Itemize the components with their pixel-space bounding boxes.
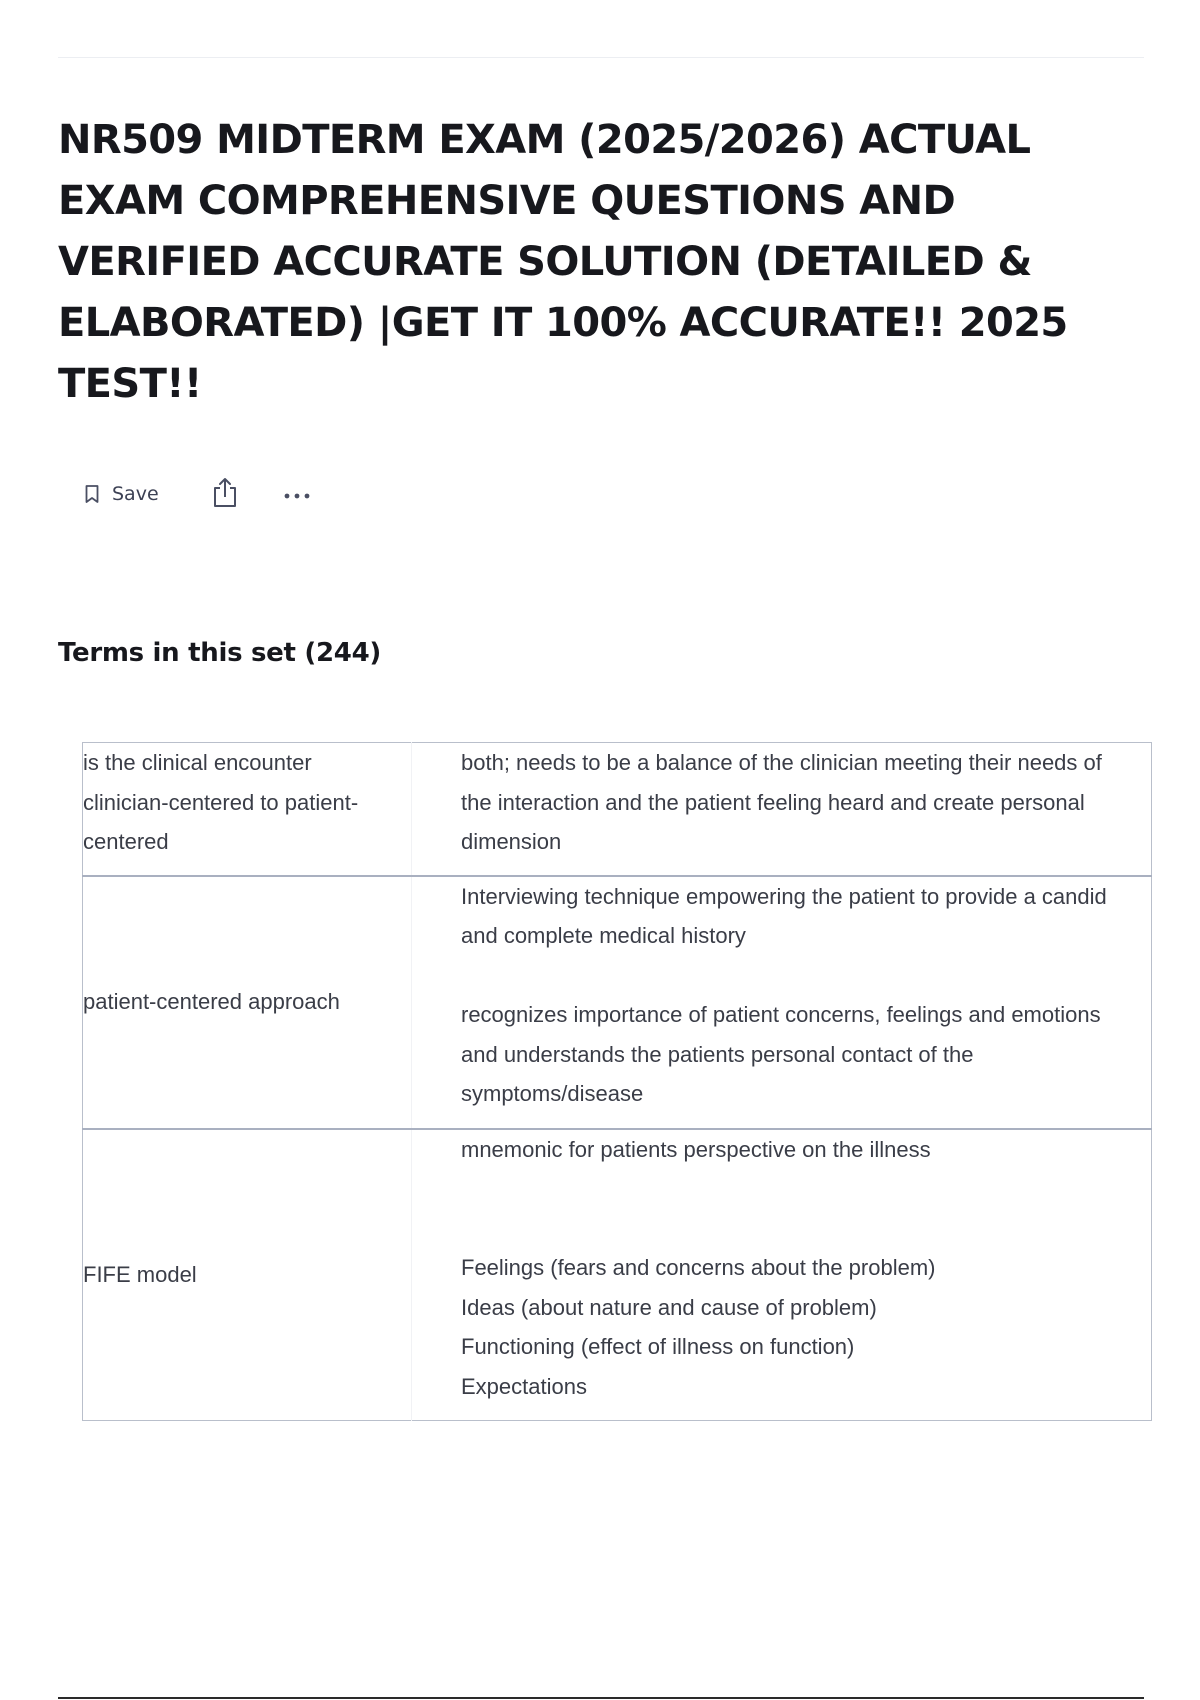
term-text: patient-centered approach (83, 989, 340, 1015)
share-button[interactable] (211, 476, 239, 512)
definition-text (461, 1209, 1131, 1249)
term-cell (83, 876, 412, 1129)
more-options-button[interactable] (283, 485, 311, 504)
share-icon (211, 476, 239, 512)
term-text: is the clinical encounter clinician-centered to patient-centered (83, 750, 359, 854)
term-cell (83, 1129, 412, 1421)
term-row (83, 1129, 1152, 1421)
save-button[interactable] (84, 483, 159, 505)
definition-text: Ideas (about nature and cause of problem) (461, 1294, 877, 1320)
term-row (83, 743, 1152, 876)
definition-text: mnemonic for patients perspective on the illness (461, 1136, 931, 1162)
page-title: NR509 MIDTERM EXAM (2025/2026) ACTUAL EXAM COMPREHENSIVE QUESTIONS AND VERIFIED ACCURATE SOLUTION (DETAILED & ELABORATED) |GET IT 100% ACCURATE!! 2025 TEST!! (58, 117, 1068, 407)
terms-heading: Terms in this set (244) (58, 638, 381, 668)
definition-text: both; needs to be a balance of the clinician meeting their needs of the interaction and the patient feeling heard and create personal dimension (461, 750, 1102, 854)
term-cell (83, 743, 412, 876)
definition-text: Feelings (fears and concerns about the problem) (461, 1255, 936, 1280)
definition-text (461, 956, 1131, 996)
definition-text (461, 1169, 1131, 1209)
more-icon (283, 485, 311, 504)
definition-text: recognizes importance of patient concerns, feelings and emotions and understands the patients personal contact of the symptoms/disease (461, 1002, 1101, 1106)
term-row (83, 876, 1152, 1129)
top-divider (58, 57, 1144, 58)
bottom-divider (58, 1697, 1144, 1699)
definition-text: Expectations (461, 1373, 587, 1399)
terms-table (82, 742, 1152, 1421)
definition-text: Functioning (effect of illness on function) (461, 1334, 855, 1359)
term-text: FIFE model (83, 1262, 197, 1287)
definition-cell (412, 743, 1152, 876)
definition-cell (412, 1129, 1152, 1421)
bookmark-icon (84, 484, 100, 504)
definition-cell (412, 876, 1152, 1129)
save-label: Save (112, 483, 159, 505)
definition-text: Interviewing technique empowering the patient to provide a candid and complete medical history (461, 883, 1107, 948)
action-bar (84, 474, 311, 514)
